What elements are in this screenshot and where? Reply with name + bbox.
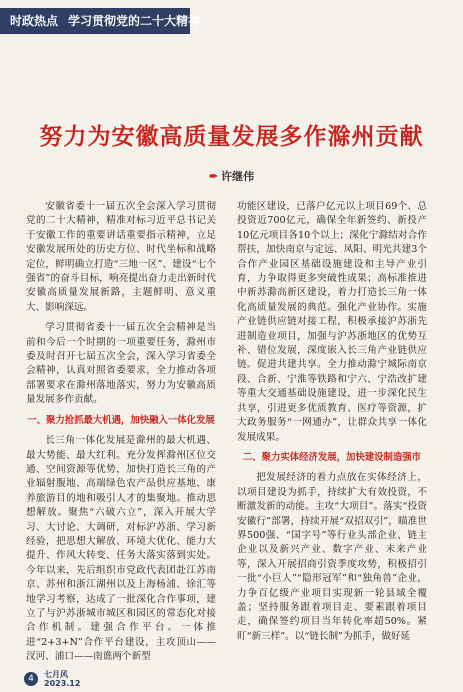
paragraph: 学习贯彻省委十一届五次全会精神是当前和今后一个时期的一项重要任务，滁州市委及时召开七届五次全会，深入学习省委全会精神，认真对照省委要求，全力推动各项部署要求在滁州落地落实，努力为安徽高质量发展多作贡献。 [26, 322, 216, 406]
article-title: 努力为安徽高质量发展多作滁州贡献 [39, 124, 424, 150]
section-header [0, 8, 201, 34]
pen-icon: ✒ [208, 170, 219, 183]
paragraph: 把发展经济的着力点放在实体经济上，以项目建设为抓手，持续扩大有效投资，不断激发新的动能。主攻“大项目”。落实“投资安徽行”部署，持续开展“双招双引”，瞄准世界500强、“国字号”等行业头部企业、链主企业以及新兴产业、数字产业、未来产业等，深入开展招商引资季度攻势，积极招引一批“小巨人”“隐形冠军”和“独角兽”企业，力争百亿级产业项目实现新一轮县域全覆盖；坚持服务跟着项目走、要素跟着项目走，确保签约项目当年转化率超50%。紧盯“新三样”。以“链长制”为抓手，做好延 [237, 472, 427, 642]
author-line [0, 168, 463, 184]
topic-label: 学习贯彻党的二十大精神 [68, 14, 201, 28]
magazine-mark [44, 670, 80, 688]
section-heading: 二、聚力实体经济发展，加快建设制造强市 [242, 451, 422, 463]
right-column [237, 200, 427, 650]
issue-number: 2023.12 [44, 679, 81, 688]
author-name: 许继伟 [221, 170, 255, 183]
paragraph: 长三角一体化发展是滁州的最大机遇、最大势能、最大红利。充分发挥滁州区位交通、空间资源等优势，加快打造长三角的产业辐射腹地、高端绿色农产品供应基地、康养旅游目的地和吸引人才的集聚地。推动思想解放。聚焦“六破六立”，深入开展大学习、大讨论、大调研，对标沪苏浙、学习新经验，把思想大解放、环境大优化、能力大提升、作风大转变、任务大落实落到实处。今年以来，先后组织市党政代表团赴江苏南京、苏州和浙江湖州以及上海杨浦、徐汇等地学习考察，达成了一批深化合作事项，建立了与沪苏浙城市城区和园区的常态化对接合作机制。建强合作平台。一体推进“2+3+N”合作平台建设，主攻顶山——汊河、浦口——南谯两个新型 [26, 435, 216, 663]
paragraph: 安徽省委十一届五次全会深入学习贯彻党的二十大精神，精准对标习近平总书记关于安徽工作的重要讲话重要指示精神，立足安徽发展所处的历史方位、时代坐标和战略定位，鲜明确立打造“三地一区”、建设“七个强省”的奋斗目标，响亮提出奋力走出新时代安徽高质量发展新路，主题鲜明、意义重大、影响深远。 [26, 201, 216, 313]
page-number: 4 [24, 672, 38, 686]
paragraph: 功能区建设，已落户亿元以上项目69个、总投资近700亿元，确保全年新签约、新投产10亿元项目各10个以上；深化宁滁结对合作帮扶，加快南京与定远、凤阳、明光共建3个合作产业园区基础设施建设和主导产业引育，力争取得更多突破性成果；高标准推进中新苏滁高新区建设，着力打造长三角一体化高质量发展的典范。强化产业协作。实施产业链供应链对接工程，积极承接沪苏浙先进制造业项目，加强与沪苏浙地区的优势互补、错位发展，深度嵌入长三角产业链供应链。促进共建共享。全力推动滁宁城际南京段、合新、宁淮等铁路和宁六、宁浩改扩建等重大交通基础设施建设，进一步深化民生共享，引进更多优质教育、医疗等资源，扩大政务服务“一网通办”，让群众共享一体化发展成果。 [237, 201, 427, 443]
magazine-name: 七月风 [44, 670, 68, 679]
left-column [26, 200, 216, 671]
section-label: 时政热点 [10, 14, 59, 28]
section-heading: 一、聚力抢抓最大机遇，加快融入一体化发展 [27, 414, 215, 426]
